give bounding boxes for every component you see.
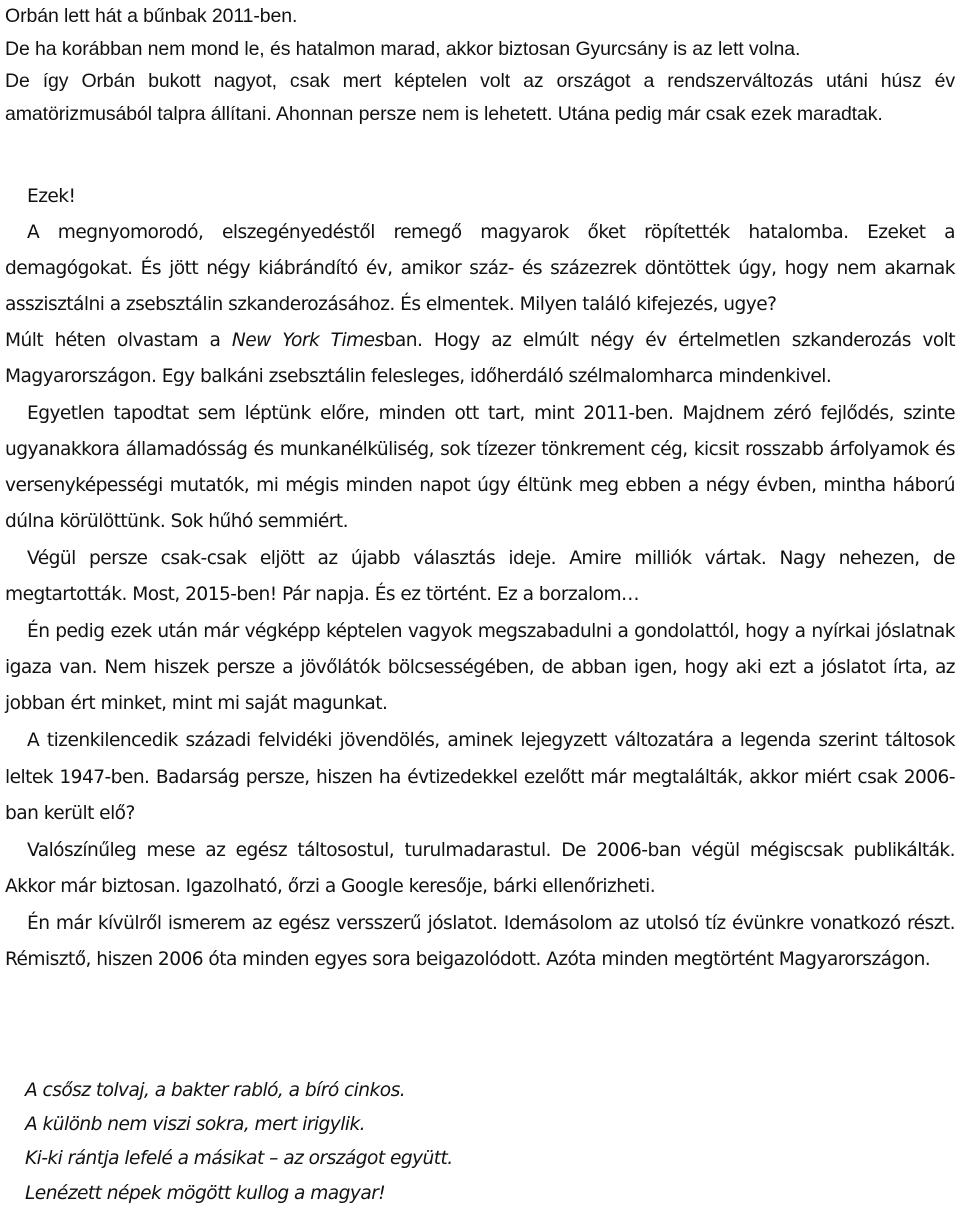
prophecy-verse: [25, 1074, 945, 1211]
paragraph: A tizenkilencedik századi felvidéki jövendölés, aminek lejegyzett változatára a legenda szerint táltosok leltek 1947-ben. Badarság persze, hiszen ha évtizedekkel ezelőtt már megtalálták, akkor miért csak 2006-ban került elő?: [5, 730, 955, 824]
paragraph: Valószínűleg mese az egész táltosostul, turulmadarastul. De 2006-ban végül mégiscsak publikálták. Akkor már biztosan. Igazolható, őrzi a Google keresője, bárki ellenőrizheti.: [5, 839, 955, 897]
verse-line: Lenézett népek mögött kullog a magyar!: [25, 1182, 386, 1204]
paragraph: Egyetlen tapodtat sem léptünk előre, minden ott tart, mint 2011-ben. Majdnem zéró fejlődés, szinte ugyanakkora államadósság és munkanélküliség, sok tízezer tönkrement cég, kicsit rosszabb árfolyamok és versenyképességi mutatók, mi mégis minden napot úgy éltünk meg ebben a négy évben, mintha háború dúlna körülöttünk. Sok hűhó semmiért.: [5, 402, 955, 532]
verse-line: A csősz tolvaj, a bakter rabló, a bíró cinkos.: [25, 1080, 406, 1101]
verse-line: A különb nem viszi sokra, mert irigylik.: [25, 1114, 366, 1136]
exclamation: Ezek!: [27, 186, 76, 207]
nyt-text-after: ban. Hogy az elmúlt négy év értelmetlen szkanderozás volt Magyarországon. Egy balkáni zsebsztálin felesleges, időherdáló szélmalomharca mindenkivel.: [5, 330, 955, 388]
paragraph: Én pedig ezek után már végképp képtelen vagyok megszabadulni a gondolattól, hogy a nyírkai jóslatnak igaza van. Nem hiszek persze a jövőlátók bölcsességében, de abban igen, hogy aki ezt a jóslatot írta, az jobban ért minket, mint mi saját magunkat.: [5, 621, 955, 715]
paragraph: De így Orbán bukott nagyot, csak mert képtelen volt az országot a rendszerváltozás utáni húsz év amatörizmusából talpra állítani. Ahonnan persze nem is lehetett. Utána pedig már csak ezek maradtak.: [5, 70, 955, 125]
verse-line: Ki-ki rántja lefelé a másikat – az országot együtt.: [25, 1148, 453, 1170]
main-section: [5, 179, 955, 978]
paragraph: Én már kívülről ismerem az egész versszerű jóslatot. Idemásolom az utolsó tíz évünkre vonatkozó részt. Rémisztő, hiszen 2006 óta minden egyes sora beigazolódott. Azóta minden megtörtént Magyarországon.: [5, 912, 955, 970]
nyt-text-before: Múlt héten olvastam a: [5, 330, 232, 352]
paragraph: Orbán lett hát a bűnbak 2011-ben.: [5, 5, 298, 27]
paragraph: A megnyomorodó, elszegényedéstől remegő magyarok őket röpítették hatalomba. Ezeket a demagógokat. És jött négy kiábrándító év, amikor száz- és százezrek döntöttek úgy, hogy nem akarnak asszisztálni a zsebsztálin szkanderozásához. És elmentek. Milyen találó kifejezés, ugye?: [5, 222, 955, 316]
paragraph: Végül persze csak-csak eljött az újabb választás ideje. Amire milliók vártak. Nagy nehezen, de megtartották. Most, 2015-ben! Pár napja. És ez történt. Ez a borzalom…: [5, 547, 955, 606]
paragraph: De ha korábban nem mond le, és hatalmon marad, akkor biztosan Gyurcsány is az lett volna.: [5, 37, 801, 60]
nyt-paragraph: [5, 323, 955, 395]
newspaper-title: New York Times: [231, 330, 384, 352]
intro-section: [5, 0, 955, 130]
